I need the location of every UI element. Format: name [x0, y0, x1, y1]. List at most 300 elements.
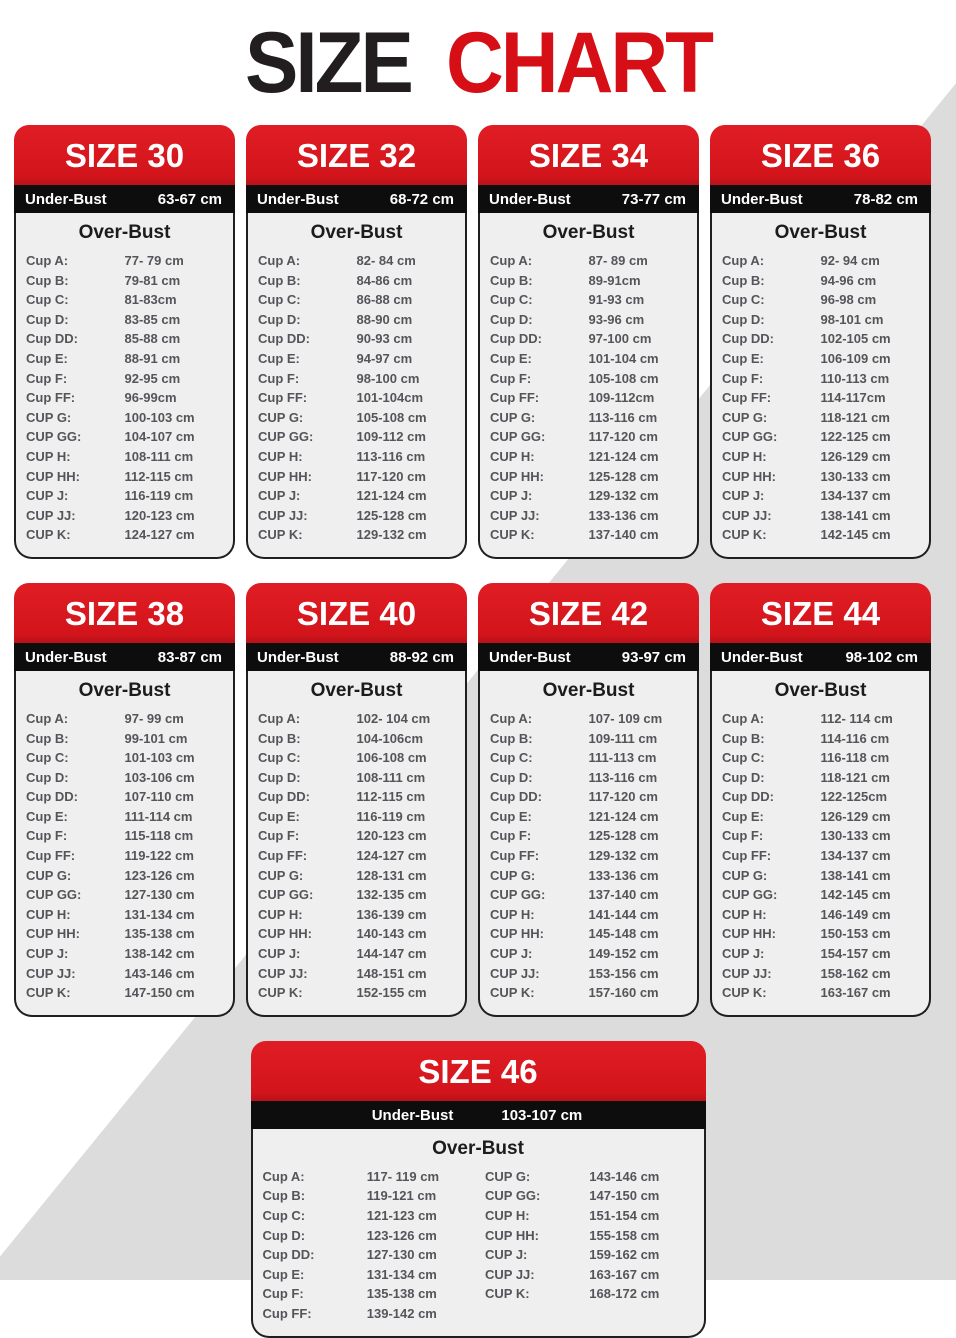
cup-label: Cup FF: [26, 848, 76, 864]
size-card-header: SIZE 30 [14, 125, 235, 185]
cup-label: CUP GG: [490, 429, 546, 445]
cup-value: 123-126 cm [366, 1227, 437, 1243]
cup-size-row [722, 349, 919, 369]
cup-value: 129-132 cm [588, 488, 659, 504]
cup-value: 159-162 cm [589, 1247, 660, 1263]
cup-size-row [722, 486, 919, 506]
cup-size-row [722, 329, 919, 349]
cup-label: Cup C: [26, 292, 69, 308]
cup-size-row [722, 447, 919, 467]
cup-label: CUP GG: [258, 429, 314, 445]
under-bust-bar [478, 185, 699, 213]
cup-size-row [26, 846, 223, 866]
cup-size-row [258, 427, 455, 447]
size-card-header: SIZE 46 [251, 1041, 706, 1101]
cup-label: Cup C: [722, 750, 765, 766]
cup-size-row [26, 467, 223, 487]
cup-size-row [26, 826, 223, 846]
cup-size-row [258, 369, 455, 389]
cup-label: CUP GG: [258, 887, 314, 903]
cup-label: Cup D: [26, 769, 69, 785]
cup-size-row [258, 329, 455, 349]
cup-size-row [258, 506, 455, 526]
cup-label: Cup FF: [258, 390, 308, 406]
cup-value: 125-128 cm [588, 828, 659, 844]
cup-size-row [258, 467, 455, 487]
under-bust-label: Under-Bust [257, 648, 339, 666]
cup-value: 124-127 cm [124, 527, 195, 543]
cup-label: CUP H: [26, 448, 71, 464]
cup-size-row [258, 310, 455, 330]
cup-label: CUP G: [26, 867, 72, 883]
cup-size-row [490, 408, 687, 428]
cup-value: 108-111 cm [356, 769, 426, 785]
cup-value: 94-97 cm [356, 350, 413, 366]
cup-value: 114-116 cm [820, 730, 890, 746]
cup-size-row [722, 885, 919, 905]
cup-size-row [26, 885, 223, 905]
cup-value: 101-104 cm [588, 350, 659, 366]
cup-size-row [26, 709, 223, 729]
cup-value: 130-133 cm [820, 468, 891, 484]
cup-value: 118-121 cm [820, 769, 890, 785]
cup-size-row [258, 964, 455, 984]
cup-size-row [722, 467, 919, 487]
cup-label: CUP J: [722, 488, 765, 504]
cup-value: 115-118 cm [124, 828, 194, 844]
cup-label: Cup F: [722, 370, 764, 386]
cup-size-row [722, 369, 919, 389]
cup-label: Cup F: [490, 828, 532, 844]
cup-size-row [26, 905, 223, 925]
cup-label: CUP HH: [722, 926, 776, 942]
cup-label: Cup DD: [258, 789, 310, 805]
cup-label: Cup F: [490, 370, 532, 386]
cup-label: Cup FF: [26, 390, 76, 406]
cup-value: 141-144 cm [588, 906, 659, 922]
cup-value: 158-162 cm [820, 965, 891, 981]
cup-value: 103-106 cm [124, 769, 195, 785]
under-bust-value: 88-92 cm [389, 648, 454, 666]
cup-value: 147-150 cm [589, 1188, 660, 1204]
cup-size-row [722, 964, 919, 984]
cup-size-row [722, 826, 919, 846]
cup-value: 107-110 cm [124, 789, 194, 805]
cup-size-row [258, 290, 455, 310]
cup-value: 112-115 cm [356, 789, 426, 805]
cup-size-row [485, 1206, 694, 1226]
cup-label: Cup B: [490, 730, 533, 746]
cup-value: 129-132 cm [588, 848, 659, 864]
cup-label: Cup F: [722, 828, 764, 844]
cup-size-row [26, 349, 223, 369]
cup-size-row [258, 885, 455, 905]
cup-size-row [722, 251, 919, 271]
cup-size-row [263, 1265, 472, 1285]
cup-label: Cup A: [490, 710, 533, 726]
cup-value: 110-113 cm [820, 370, 890, 386]
cup-size-row [258, 729, 455, 749]
cup-label: CUP JJ: [258, 507, 308, 523]
cup-size-row [722, 388, 919, 408]
cup-value: 151-154 cm [589, 1208, 660, 1223]
cup-size-row [490, 506, 687, 526]
cup-value: 113-116 cm [588, 409, 658, 425]
cup-label: CUP HH: [258, 926, 312, 942]
cup-label: Cup C: [26, 750, 69, 766]
cup-value: 109-112cm [588, 390, 655, 406]
cup-size-row [26, 290, 223, 310]
cup-label: Cup D: [490, 311, 533, 327]
cup-value: 138-141 cm [820, 867, 891, 883]
cup-size-row [722, 866, 919, 886]
cup-size-row [26, 329, 223, 349]
cup-label: Cup A: [26, 253, 69, 268]
over-bust-title: Over-Bust [78, 679, 171, 701]
cup-value: 134-137 cm [820, 488, 891, 504]
cup-value: 99-101 cm [124, 730, 188, 746]
cup-size-row [258, 447, 455, 467]
under-bust-value: 78-82 cm [853, 191, 918, 208]
cup-value: 121-124 cm [588, 808, 659, 824]
cup-value: 120-123 cm [356, 828, 427, 844]
cup-value: 93-96 cm [588, 311, 645, 327]
cup-size-row [722, 729, 919, 749]
cup-size-row [26, 944, 223, 964]
cup-label: Cup E: [490, 808, 532, 824]
cup-label: CUP J: [26, 946, 69, 962]
cards-row-3 [0, 1041, 956, 1338]
cup-label: Cup FF: [262, 1305, 312, 1321]
cup-label: CUP H: [258, 448, 303, 464]
page-title-size: SIZE [244, 14, 411, 111]
over-bust-column-1 [263, 1167, 472, 1324]
cup-value: 126-129 cm [820, 448, 891, 464]
cup-size-row [26, 427, 223, 447]
cup-value: 120-123 cm [124, 507, 195, 523]
cup-label: Cup E: [26, 808, 68, 824]
cup-size-row [258, 408, 455, 428]
cup-value: 85-88 cm [124, 331, 181, 347]
cup-size-row [722, 944, 919, 964]
size-card-header: SIZE 42 [478, 583, 699, 643]
cup-size-row [722, 271, 919, 291]
size-card-body [246, 671, 467, 1017]
cup-value: 91-93 cm [588, 292, 645, 308]
under-bust-label: Under-Bust [721, 191, 803, 208]
cup-size-row [722, 924, 919, 944]
cup-label: Cup C: [258, 750, 301, 766]
cup-value: 150-153 cm [820, 926, 891, 942]
cup-value: 131-134 cm [124, 906, 195, 922]
cup-label: Cup DD: [722, 789, 774, 805]
cup-value: 116-118 cm [820, 750, 890, 766]
cup-size-row [722, 905, 919, 925]
cup-label: Cup DD: [490, 331, 542, 347]
cup-value: 108-111 cm [124, 448, 194, 464]
cup-label: CUP JJ: [258, 965, 308, 981]
cup-size-row [490, 271, 687, 291]
cup-value: 101-104cm [356, 390, 423, 406]
cup-value: 109-111 cm [588, 730, 658, 746]
cup-size-row [490, 729, 687, 749]
under-bust-label: Under-Bust [489, 191, 571, 208]
cup-value: 142-145 cm [820, 527, 891, 543]
cup-size-row [490, 251, 687, 271]
cup-value: 77- 79 cm [124, 253, 184, 268]
cup-value: 114-117cm [820, 390, 886, 406]
cup-size-row [258, 768, 455, 788]
cup-label: Cup A: [722, 253, 765, 268]
size-card-body [478, 671, 699, 1017]
cup-label: Cup F: [26, 370, 68, 386]
size-card-body [251, 1129, 706, 1338]
cup-label: Cup C: [490, 750, 533, 766]
cup-value: 135-138 cm [124, 926, 195, 942]
cup-label: CUP GG: [722, 429, 778, 445]
cup-size-row [258, 866, 455, 886]
cup-value: 138-142 cm [124, 946, 195, 962]
over-bust-title: Over-Bust [78, 222, 171, 243]
cup-value: 92- 94 cm [820, 253, 880, 268]
cup-value: 139-142 cm [366, 1305, 437, 1321]
cup-value: 106-108 cm [356, 750, 427, 766]
cup-label: Cup B: [258, 730, 301, 746]
cup-size-row [258, 924, 455, 944]
cup-value: 127-130 cm [124, 887, 195, 903]
cup-value: 86-88 cm [356, 292, 413, 308]
under-bust-bar [14, 643, 235, 671]
cup-size-row [26, 729, 223, 749]
cup-value: 129-132 cm [356, 527, 427, 543]
cup-label: CUP JJ: [490, 507, 540, 523]
cup-size-row [26, 251, 223, 271]
cup-label: CUP GG: [485, 1188, 541, 1204]
cup-label: Cup D: [490, 769, 533, 785]
cup-label: CUP HH: [26, 468, 80, 484]
cup-size-row [258, 748, 455, 768]
over-bust-title: Over-Bust [542, 222, 635, 243]
cup-size-row [490, 924, 687, 944]
cup-label: Cup A: [258, 253, 301, 268]
cup-value: 143-146 cm [589, 1168, 660, 1184]
cup-size-row [26, 388, 223, 408]
size-card-42 [478, 583, 699, 1017]
cup-value: 127-130 cm [366, 1247, 437, 1263]
cup-label: CUP H: [490, 448, 535, 464]
under-bust-label: Under-Bust [371, 1106, 454, 1124]
over-bust-title: Over-Bust [542, 679, 635, 701]
cup-value: 100-103 cm [124, 409, 195, 425]
cup-label: CUP G: [490, 409, 536, 425]
cup-label: Cup F: [26, 828, 68, 844]
cup-value: 137-140 cm [588, 527, 659, 543]
cup-label: CUP G: [490, 867, 536, 883]
cup-size-row [490, 944, 687, 964]
cup-size-row [490, 525, 687, 545]
cup-value: 92-95 cm [124, 370, 181, 386]
cup-label: CUP J: [485, 1247, 528, 1263]
cup-value: 144-147 cm [356, 946, 427, 962]
cup-label: CUP HH: [490, 468, 544, 484]
cup-label: Cup D: [26, 311, 69, 327]
cup-value: 126-129 cm [820, 808, 891, 824]
cup-size-row [26, 866, 223, 886]
cup-label: Cup B: [490, 272, 533, 288]
cup-label: CUP G: [722, 867, 768, 883]
cup-label: Cup F: [262, 1286, 304, 1302]
cup-value: 168-172 cm [589, 1286, 660, 1302]
cup-size-row [263, 1167, 472, 1187]
cup-value: 146-149 cm [820, 906, 891, 922]
cup-size-row [722, 748, 919, 768]
cup-size-row [258, 271, 455, 291]
cup-label: CUP JJ: [722, 507, 772, 523]
under-bust-bar [710, 643, 931, 671]
cup-label: Cup B: [262, 1188, 306, 1204]
cup-value: 113-116 cm [356, 448, 426, 464]
cup-size-row [490, 486, 687, 506]
cup-size-row [258, 807, 455, 827]
cup-label: CUP J: [258, 946, 301, 962]
cup-size-row [263, 1206, 472, 1226]
cup-size-row [26, 408, 223, 428]
cup-value: 109-112 cm [356, 429, 426, 445]
cup-label: CUP JJ: [26, 507, 76, 523]
cup-size-row [490, 369, 687, 389]
cup-value: 90-93 cm [356, 331, 413, 347]
over-bust-columns [263, 1167, 694, 1324]
cup-label: CUP K: [485, 1286, 530, 1302]
cup-value: 98-100 cm [356, 370, 420, 386]
cup-size-row [26, 768, 223, 788]
cup-size-row [490, 349, 687, 369]
cup-label: CUP H: [485, 1208, 530, 1223]
cup-size-row [26, 486, 223, 506]
cup-value: 145-148 cm [588, 926, 659, 942]
over-bust-title: Over-Bust [774, 222, 867, 243]
cup-size-row [26, 271, 223, 291]
under-bust-value: 83-87 cm [157, 648, 222, 666]
cup-value: 163-167 cm [820, 985, 891, 1001]
cup-label: CUP G: [485, 1168, 531, 1184]
cup-value: 101-103 cm [124, 750, 195, 766]
cup-label: Cup E: [490, 350, 532, 366]
cup-label: CUP JJ: [490, 965, 540, 981]
cup-label: CUP K: [490, 527, 535, 543]
cup-value: 125-128 cm [588, 468, 659, 484]
cup-value: 136-139 cm [356, 906, 427, 922]
cup-value: 89-91cm [588, 272, 641, 288]
cup-value: 140-143 cm [356, 926, 427, 942]
cup-label: CUP HH: [722, 468, 776, 484]
under-bust-label: Under-Bust [257, 191, 339, 208]
cup-value: 121-123 cm [366, 1208, 437, 1223]
cup-size-row [258, 709, 455, 729]
under-bust-value: 73-77 cm [621, 191, 686, 208]
cup-value: 88-91 cm [124, 350, 181, 366]
cup-value: 117- 119 cm [366, 1168, 440, 1184]
cup-label: CUP K: [26, 985, 71, 1001]
cup-value: 133-136 cm [588, 867, 659, 883]
size-card-44 [710, 583, 931, 1017]
cup-label: Cup D: [258, 769, 301, 785]
cup-value: 106-109 cm [820, 350, 891, 366]
cup-label: Cup A: [490, 253, 533, 268]
cup-value: 142-145 cm [820, 887, 891, 903]
cup-label: Cup E: [258, 808, 300, 824]
cup-value: 119-122 cm [124, 848, 194, 864]
cup-size-row [490, 768, 687, 788]
under-bust-bar [251, 1101, 706, 1129]
cup-label: Cup B: [26, 730, 69, 746]
cup-value: 155-158 cm [589, 1227, 660, 1243]
cup-value: 143-146 cm [124, 965, 195, 981]
cup-size-row [258, 349, 455, 369]
cup-label: Cup FF: [258, 848, 308, 864]
cup-size-row [258, 251, 455, 271]
cup-size-row [258, 787, 455, 807]
cup-label: Cup E: [722, 808, 764, 824]
under-bust-value: 103-107 cm [501, 1106, 583, 1124]
cup-value: 113-116 cm [588, 769, 658, 785]
cup-value: 105-108 cm [356, 409, 427, 425]
cup-label: Cup F: [258, 370, 300, 386]
cup-label: Cup E: [262, 1266, 305, 1282]
cup-size-row [26, 447, 223, 467]
under-bust-label: Under-Bust [721, 648, 803, 666]
under-bust-value: 68-72 cm [389, 191, 454, 208]
cards-row-2 [0, 583, 956, 1017]
under-bust-value: 93-97 cm [621, 648, 686, 666]
cup-value: 125-128 cm [356, 507, 427, 523]
cup-label: CUP G: [258, 409, 304, 425]
cup-size-row [26, 807, 223, 827]
under-bust-bar [14, 185, 235, 213]
cup-value: 96-98 cm [820, 292, 877, 308]
cup-label: CUP HH: [258, 468, 312, 484]
cup-label: Cup B: [258, 272, 301, 288]
cup-size-row [485, 1186, 694, 1206]
cup-value: 149-152 cm [588, 946, 659, 962]
size-card-38 [14, 583, 235, 1017]
size-card-36 [710, 125, 931, 559]
cup-value: 102-105 cm [820, 331, 891, 347]
cup-value: 128-131 cm [356, 867, 427, 883]
cup-label: Cup FF: [722, 848, 772, 864]
cup-size-row [258, 944, 455, 964]
cup-size-row [26, 964, 223, 984]
under-bust-value: 98-102 cm [845, 648, 918, 666]
cup-size-row [26, 525, 223, 545]
cup-label: Cup DD: [26, 789, 78, 805]
cup-label: Cup C: [722, 292, 765, 308]
cup-label: CUP HH: [490, 926, 544, 942]
cup-size-row [490, 846, 687, 866]
size-card-body [14, 213, 235, 559]
cup-label: Cup DD: [490, 789, 542, 805]
size-card-body [710, 671, 931, 1017]
under-bust-bar [710, 185, 931, 213]
cup-value: 123-126 cm [124, 867, 195, 883]
cup-label: Cup F: [258, 828, 300, 844]
cup-size-row [490, 388, 687, 408]
size-card-header: SIZE 40 [246, 583, 467, 643]
cup-size-row [490, 748, 687, 768]
cup-label: CUP G: [258, 867, 304, 883]
cup-value: 132-135 cm [356, 887, 427, 903]
cup-value: 79-81 cm [124, 272, 181, 288]
